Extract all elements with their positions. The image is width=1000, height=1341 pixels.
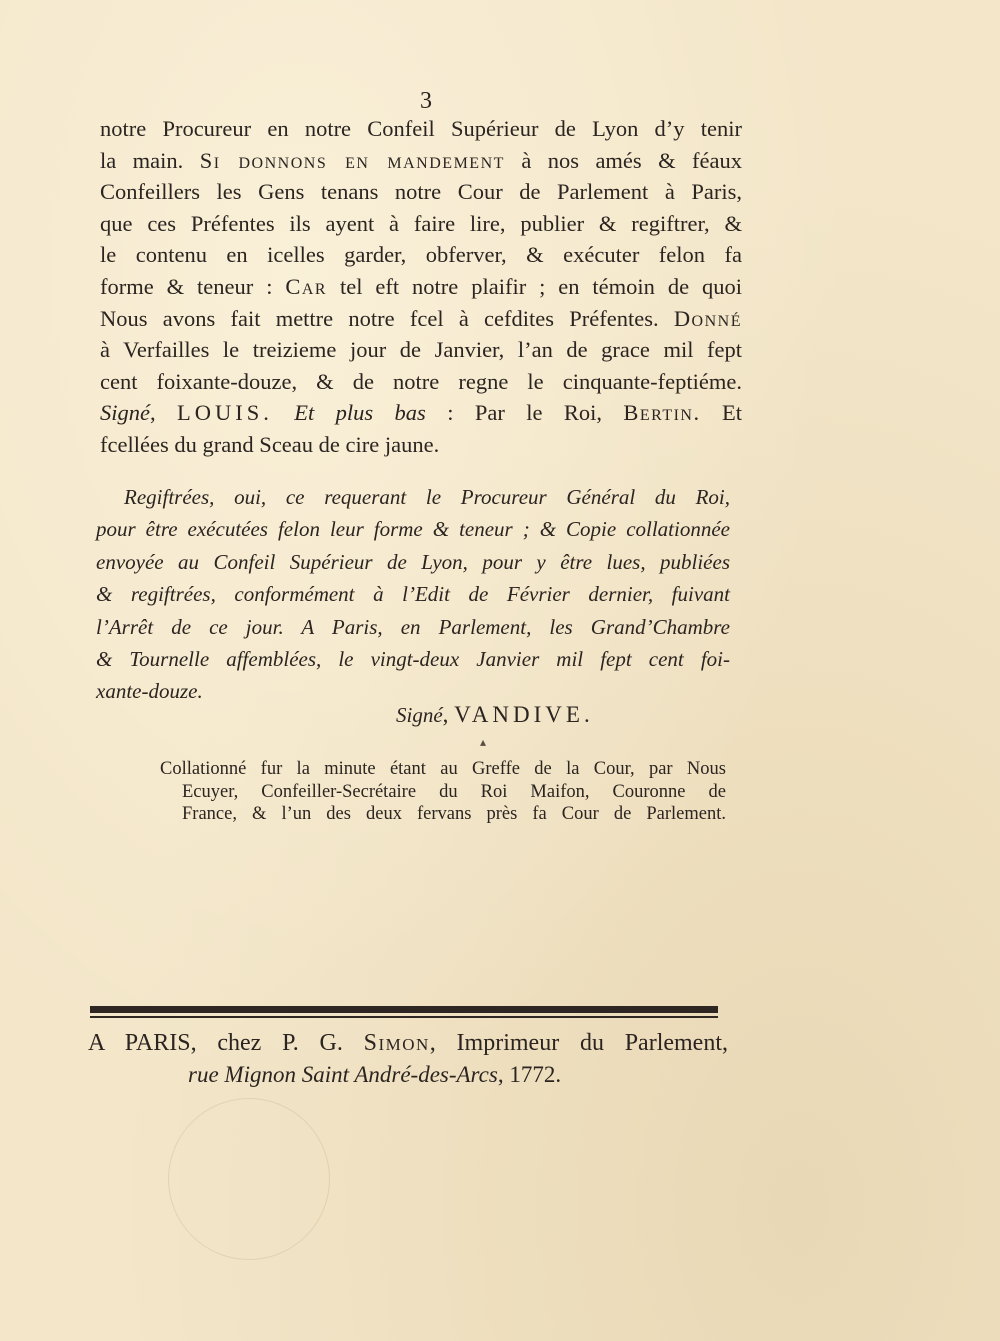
et-plus-bas-label: Et plus bas (272, 400, 426, 426)
body-line-9: cent foixante-douze, & de notre regne le cinquante-feptiéme. (100, 368, 742, 394)
par-le-roi-text: : Par le Roi, (425, 400, 624, 426)
registration-line-7: xante-douze. (96, 679, 203, 704)
registration-line-5: l’Arrêt de ce jour. A Paris, en Parlement, les Grand’Chambre (96, 614, 730, 639)
registration-line-2: pour être exécutées felon leur forme & teneur ; & Copie collationnée (96, 517, 730, 542)
body-line-7 (100, 303, 742, 335)
registration-line-4: & regiftrées, conformément à l’Edit de Février dernier, fuivant (96, 582, 730, 607)
faint-stamp-mark (168, 1098, 330, 1260)
printer-address: rue Mignon Saint André-des-Arcs (188, 1062, 498, 1087)
rule-thin-line (90, 1016, 718, 1018)
body-line-7-part-a: Nous avons fait mettre notre fcel à cefdites Préfentes. (100, 305, 674, 331)
collation-line-3: France, & l’un des deux fervans près fa Cour de Parlement. (182, 804, 726, 824)
body-line-2-part-a: la main. (100, 147, 200, 173)
body-line-4: que ces Préfentes ils ayent à faire lire, publier & regiftrer, & (100, 210, 742, 236)
rule-thick-line (90, 1006, 718, 1013)
registration-line-1: Regiftrées, oui, ce requerant le Procureur Général du Roi, (124, 485, 730, 509)
body-line-6-part-a: forme & teneur : (100, 273, 286, 299)
body-line-1: notre Procureur en notre Confeil Supérieur de Lyon d’y tenir (100, 116, 742, 141)
registration-line-6: & Tournelle affemblées, le vingt-deux Janvier mil fept cent foi- (96, 647, 730, 672)
body-line-6 (100, 271, 742, 303)
registration-signature (396, 702, 594, 728)
body-line-5: le contenu en icelles garder, obferver, & exécuter felon fa (100, 242, 742, 268)
page-number: 3 (420, 88, 432, 114)
car-word: Car (285, 273, 328, 299)
registration-block (96, 481, 730, 708)
body-line-3: Confeillers les Gens tenans notre Cour de Parlement à Paris, (100, 179, 742, 205)
imprint-line-1 (88, 1027, 728, 1059)
body-text-block (100, 113, 742, 461)
registrar-name: VANDIVE. (454, 702, 594, 727)
collation-line-1: Collationné fur la minute étant au Greffe de la Cour, par Nous (160, 759, 726, 779)
king-signature: LOUIS. (177, 400, 273, 426)
registration-line-3: envoyée au Confeil Supérieur de Lyon, pour y être lues, publiées (96, 549, 730, 574)
body-line-2-part-c: à nos amés & féaux (504, 147, 742, 173)
imprint-line-2 (88, 1059, 728, 1091)
printer-name: Simon (363, 1030, 430, 1056)
imprint-block (88, 1027, 728, 1091)
imprint-year: , 1772. (497, 1062, 562, 1087)
body-line-11: fcellées du grand Sceau de cire jaune. (100, 431, 440, 457)
minister-signature: Bertin. (623, 400, 701, 426)
body-line-10 (100, 397, 742, 429)
body-line-2 (100, 145, 742, 177)
registration-signature-sep: , (442, 702, 455, 727)
imprint-line-1-part-c: , Imprimeur du Parlement, (429, 1030, 729, 1056)
mandement-phrase: Si donnons en mandement (199, 147, 505, 173)
body-line-6-part-c: tel eft notre plaifir ; en témoin de quoi (327, 273, 742, 299)
body-line-10-sep: , (150, 400, 178, 426)
collation-line-2: Ecuyer, Confeiller-Secrétaire du Roi Maifon, Couronne de (182, 781, 726, 802)
body-line-10-end: Et (700, 400, 743, 426)
signe-label: Signé (100, 400, 150, 426)
registration-signe-label: Signé (396, 703, 443, 727)
body-line-8: à Verfailles le treizieme jour de Janvier, l’an de grace mil fept (100, 337, 742, 363)
donne-word: Donné (673, 305, 742, 331)
collation-block (160, 758, 726, 826)
imprint-line-1-part-a: A PARIS, chez P. G. (88, 1030, 364, 1056)
double-rule-divider (90, 1006, 718, 1018)
small-ornament-icon: ▴ (480, 735, 487, 749)
